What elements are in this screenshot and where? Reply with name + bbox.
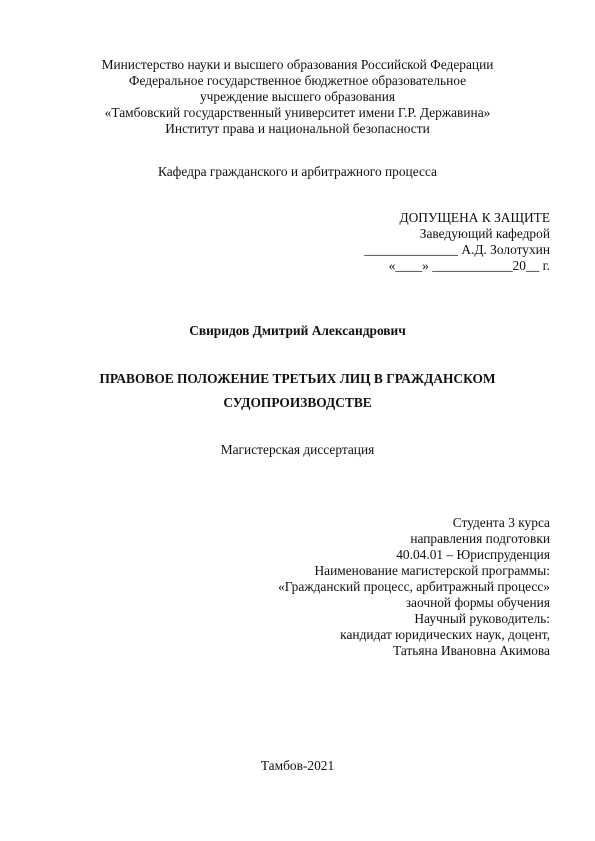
- thesis-title-line-1: ПРАВОВОЕ ПОЛОЖЕНИЕ ТРЕТЬИХ ЛИЦ В ГРАЖДАНСКОМ: [99, 371, 496, 386]
- ministry-line: Министерство науки и высшего образования Российской Федерации: [101, 57, 494, 72]
- institute-name-line: Институт права и национальной безопасности: [165, 121, 430, 136]
- approval-date-line: «____» ____________20__ г.: [388, 258, 550, 273]
- approval-title: ДОПУЩЕНА К ЗАЩИТЕ: [399, 210, 550, 225]
- student-direction-code: 40.04.01 – Юриспруденция: [396, 547, 550, 562]
- supervisor-degree: кандидат юридических наук, доцент,: [340, 627, 550, 642]
- institution-type-line: Федеральное государственное бюджетное образовательное: [128, 73, 467, 88]
- university-name-line: «Тамбовский государственный университет имени Г.Р. Державина»: [104, 105, 491, 120]
- program-name: «Гражданский процесс, арбитражный процесс»: [278, 579, 550, 594]
- department-name: Кафедра гражданского и арбитражного процесса: [157, 164, 437, 179]
- work-type: Магистерская диссертация: [220, 442, 375, 457]
- approval-role: Заведующий кафедрой: [419, 226, 550, 241]
- supervisor-name: Татьяна Ивановна Акимова: [392, 643, 550, 658]
- student-direction-label: направления подготовки: [410, 531, 550, 546]
- author-name: Свиридов Дмитрий Александрович: [189, 323, 406, 338]
- thesis-title-line-2: СУДОПРОИЗВОДСТВЕ: [223, 395, 372, 410]
- supervisor-label: Научный руководитель:: [414, 611, 550, 626]
- student-course: Студента 3 курса: [452, 515, 550, 530]
- approval-signature-line: ______________ А.Д. Золотухин: [364, 242, 550, 257]
- study-form: заочной формы обучения: [405, 595, 550, 610]
- city-year: Тамбов-2021: [260, 758, 335, 773]
- institution-level-line: учреждение высшего образования: [199, 89, 396, 104]
- program-label: Наименование магистерской программы:: [314, 563, 550, 578]
